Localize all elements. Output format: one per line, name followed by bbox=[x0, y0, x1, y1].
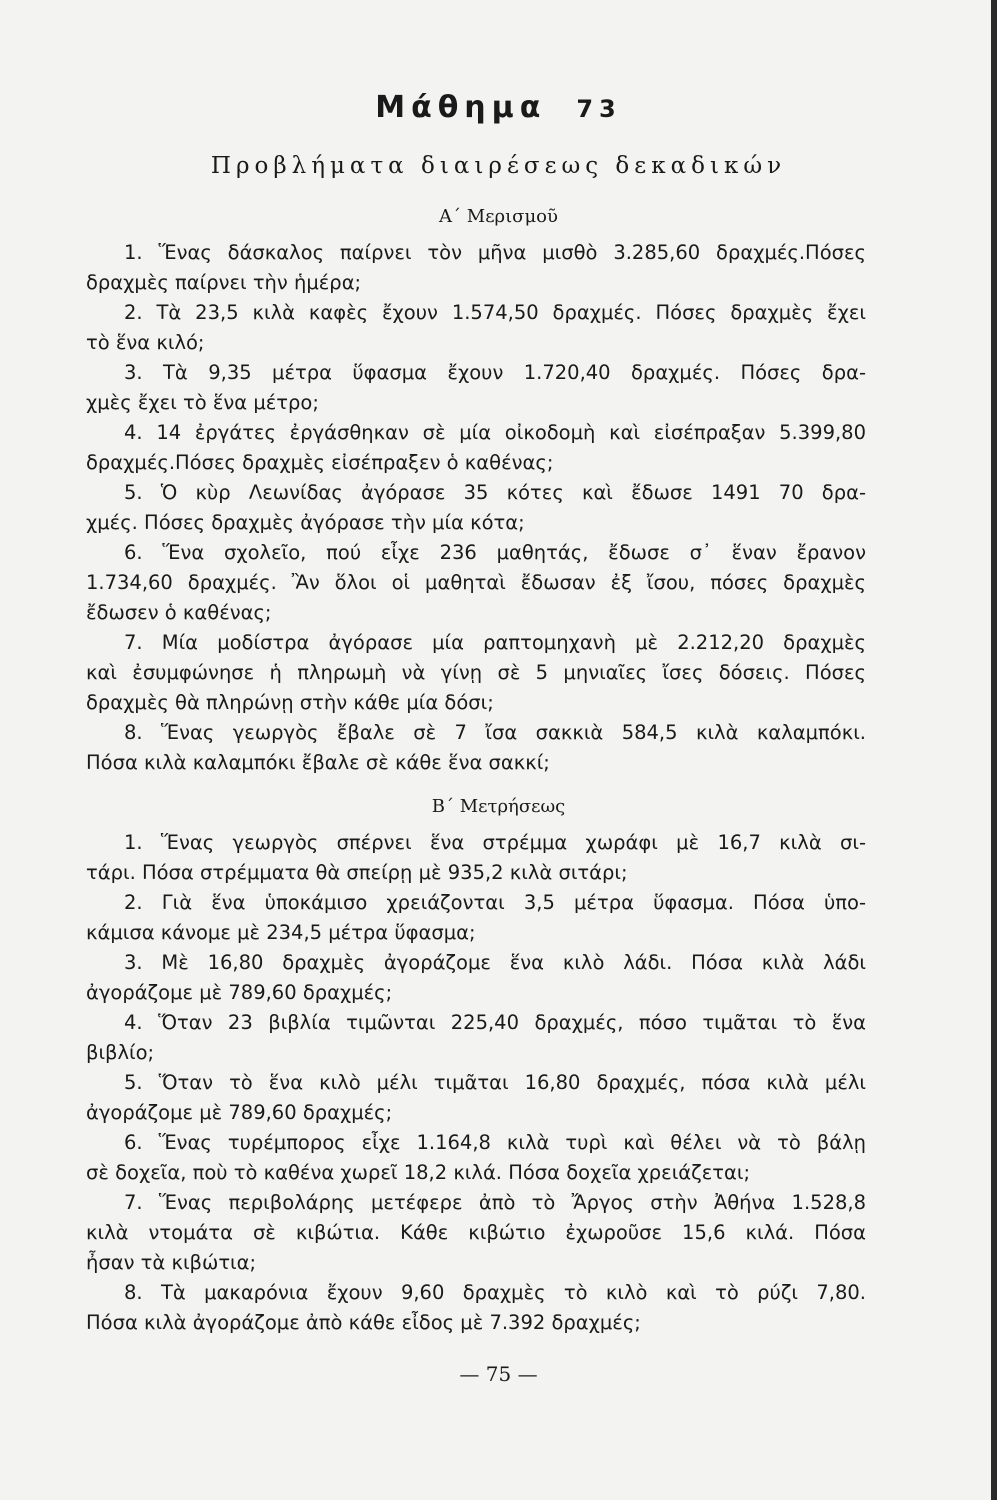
problem-item bbox=[86, 298, 866, 358]
lesson-subtitle: Προβλήματα διαιρέσεως δεκαδικών bbox=[210, 153, 787, 179]
problem-text-line: δραχμὲς θὰ πληρώνῃ στὴν κάθε μία δόσι; bbox=[86, 691, 494, 714]
problem-item bbox=[86, 478, 866, 538]
problem-text-line: 1. Ἕνας δάσκαλος παίρνει τὸν μῆνα μισθὸ 3.285,60 δραχμές.Πόσες bbox=[124, 241, 866, 264]
problem-text-line: βιβλίο; bbox=[86, 1041, 155, 1064]
problem-text-line: σὲ δοχεῖα, ποὺ τὸ καθένα χωρεῖ 18,2 κιλά. Πόσα δοχεῖα χρειάζεται; bbox=[86, 1161, 751, 1184]
problem-text-line: ἀγοράζομε μὲ 789,60 δραχμές; bbox=[86, 1101, 393, 1124]
problem-item bbox=[86, 358, 866, 418]
problem-item bbox=[86, 948, 866, 1008]
problem-item bbox=[86, 628, 866, 718]
lesson-title-text: Μάθημα bbox=[375, 90, 547, 125]
problem-item bbox=[86, 1008, 866, 1068]
problem-text-line: 4. 14 ἐργάτες ἐργάσθηκαν σὲ μία οἰκοδομὴ καὶ εἰσέπραξαν 5.399,80 bbox=[124, 421, 866, 444]
problem-item bbox=[86, 418, 866, 478]
problem-item bbox=[86, 1128, 866, 1188]
problem-text-line: 8. Τὰ μακαρόνια ἔχουν 9,60 δραχμὲς τὸ κιλὸ καὶ τὸ ρύζι 7,80. bbox=[124, 1281, 866, 1304]
problem-text-line: 7. Ἕνας περιβολάρης μετέφερε ἀπὸ τὸ Ἄργος στὴν Ἀθήνα 1.528,8 bbox=[124, 1191, 866, 1214]
problem-text-line: τὸ ἕνα κιλό; bbox=[86, 331, 205, 354]
problem-text-line: 2. Γιὰ ἕνα ὑποκάμισο χρειάζονται 3,5 μέτρα ὕφασμα. Πόσα ὑπο- bbox=[124, 891, 866, 914]
section-heading-b: Β΄ Μετρήσεως bbox=[431, 796, 566, 817]
problem-text-line: Πόσα κιλὰ καλαμπόκι ἔβαλε σὲ κάθε ἕνα σακκί; bbox=[86, 751, 550, 774]
problem-text-line: 1.734,60 δραχμές. Ἂν ὅλοι οἱ μαθηταὶ ἔδωσαν ἐξ ἴσου, πόσες δραχμὲς bbox=[86, 571, 866, 594]
problem-text-line: χμές. Πόσες δραχμὲς ἀγόρασε τὴν μία κότα; bbox=[86, 511, 525, 534]
problem-item bbox=[86, 1188, 866, 1278]
problem-text-line: κάμισα κάνομε μὲ 234,5 μέτρα ὕφασμα; bbox=[86, 921, 476, 944]
problem-text-line: 5. Ὁ κὺρ Λεωνίδας ἀγόρασε 35 κότες καὶ ἔδωσε 1491 70 δρα- bbox=[124, 481, 866, 504]
page-edge-shadow bbox=[991, 0, 997, 1500]
problem-item bbox=[86, 238, 866, 298]
problem-item bbox=[86, 1278, 866, 1338]
problem-text-line: 5. Ὅταν τὸ ἕνα κιλὸ μέλι τιμᾶται 16,80 δραχμές, πόσα κιλὰ μέλι bbox=[124, 1071, 866, 1094]
lesson-number: 73 bbox=[576, 95, 622, 123]
problem-item bbox=[86, 538, 866, 628]
section-a-problems bbox=[86, 238, 866, 778]
page-number: — 75 — bbox=[459, 1362, 538, 1386]
problem-item bbox=[86, 1068, 866, 1128]
problem-item bbox=[86, 888, 866, 948]
problem-text-line: 3. Μὲ 16,80 δραχμὲς ἀγοράζομε ἕνα κιλὸ λάδι. Πόσα κιλὰ λάδι bbox=[124, 951, 866, 974]
problem-text-line: ἔδωσεν ὁ καθένας; bbox=[86, 601, 272, 624]
problem-text-line: Πόσα κιλὰ ἀγοράζομε ἀπὸ κάθε εἶδος μὲ 7.392 δραχμές; bbox=[86, 1311, 641, 1334]
problem-text-line: δραχμές.Πόσες δραχμὲς εἰσέπραξεν ὁ καθένας; bbox=[86, 451, 554, 474]
problem-text-line: 2. Τὰ 23,5 κιλὰ καφὲς ἔχουν 1.574,50 δραχμές. Πόσες δραχμὲς ἔχει bbox=[124, 301, 866, 324]
problem-text-line: 7. Μία μοδίστρα ἀγόρασε μία ραπτομηχανὴ μὲ 2.212,20 δραχμὲς bbox=[124, 631, 866, 654]
problem-text-line: 3. Τὰ 9,35 μέτρα ὕφασμα ἔχουν 1.720,40 δραχμές. Πόσες δρα- bbox=[124, 361, 866, 384]
problem-text-line: ἦσαν τὰ κιβώτια; bbox=[86, 1251, 257, 1274]
problem-text-line: ἀγοράζομε μὲ 789,60 δραχμές; bbox=[86, 981, 393, 1004]
problem-item bbox=[86, 718, 866, 778]
problem-text-line: κιλὰ ντομάτα σὲ κιβώτια. Κάθε κιβώτιο ἐχωροῦσε 15,6 κιλά. Πόσα bbox=[86, 1221, 866, 1244]
section-heading-a: Α΄ Μερισμοῦ bbox=[439, 206, 558, 227]
problem-item bbox=[86, 828, 866, 888]
problem-text-line: 1. Ἕνας γεωργὸς σπέρνει ἕνα στρέμμα χωράφι μὲ 16,7 κιλὰ σι- bbox=[124, 831, 866, 854]
problem-text-line: 8. Ἕνας γεωργὸς ἔβαλε σὲ 7 ἴσα σακκιὰ 584,5 κιλὰ καλαμπόκι. bbox=[124, 721, 866, 744]
section-b-problems bbox=[86, 828, 866, 1338]
problem-text-line: χμὲς ἔχει τὸ ἕνα μέτρο; bbox=[86, 391, 319, 414]
problem-text-line: 6. Ἕνα σχολεῖο, πού εἶχε 236 μαθητάς, ἔδωσε σ᾽ ἕναν ἔρανον bbox=[124, 541, 866, 564]
lesson-title bbox=[0, 88, 997, 128]
problem-text-line: καὶ ἐσυμφώνησε ἡ πληρωμὴ νὰ γίνῃ σὲ 5 μηνιαῖες ἴσες δόσεις. Πόσες bbox=[86, 661, 866, 684]
problem-text-line: 6. Ἕνας τυρέμπορος εἶχε 1.164,8 κιλὰ τυρὶ καὶ θέλει νὰ τὸ βάλῃ bbox=[124, 1131, 866, 1154]
problem-text-line: τάρι. Πόσα στρέμματα θὰ σπείρῃ μὲ 935,2 κιλὰ σιτάρι; bbox=[86, 861, 628, 884]
problem-text-line: δραχμὲς παίρνει τὴν ἡμέρα; bbox=[86, 271, 362, 294]
problem-text-line: 4. Ὅταν 23 βιβλία τιμῶνται 225,40 δραχμές, πόσο τιμᾶται τὸ ἕνα bbox=[124, 1011, 866, 1034]
